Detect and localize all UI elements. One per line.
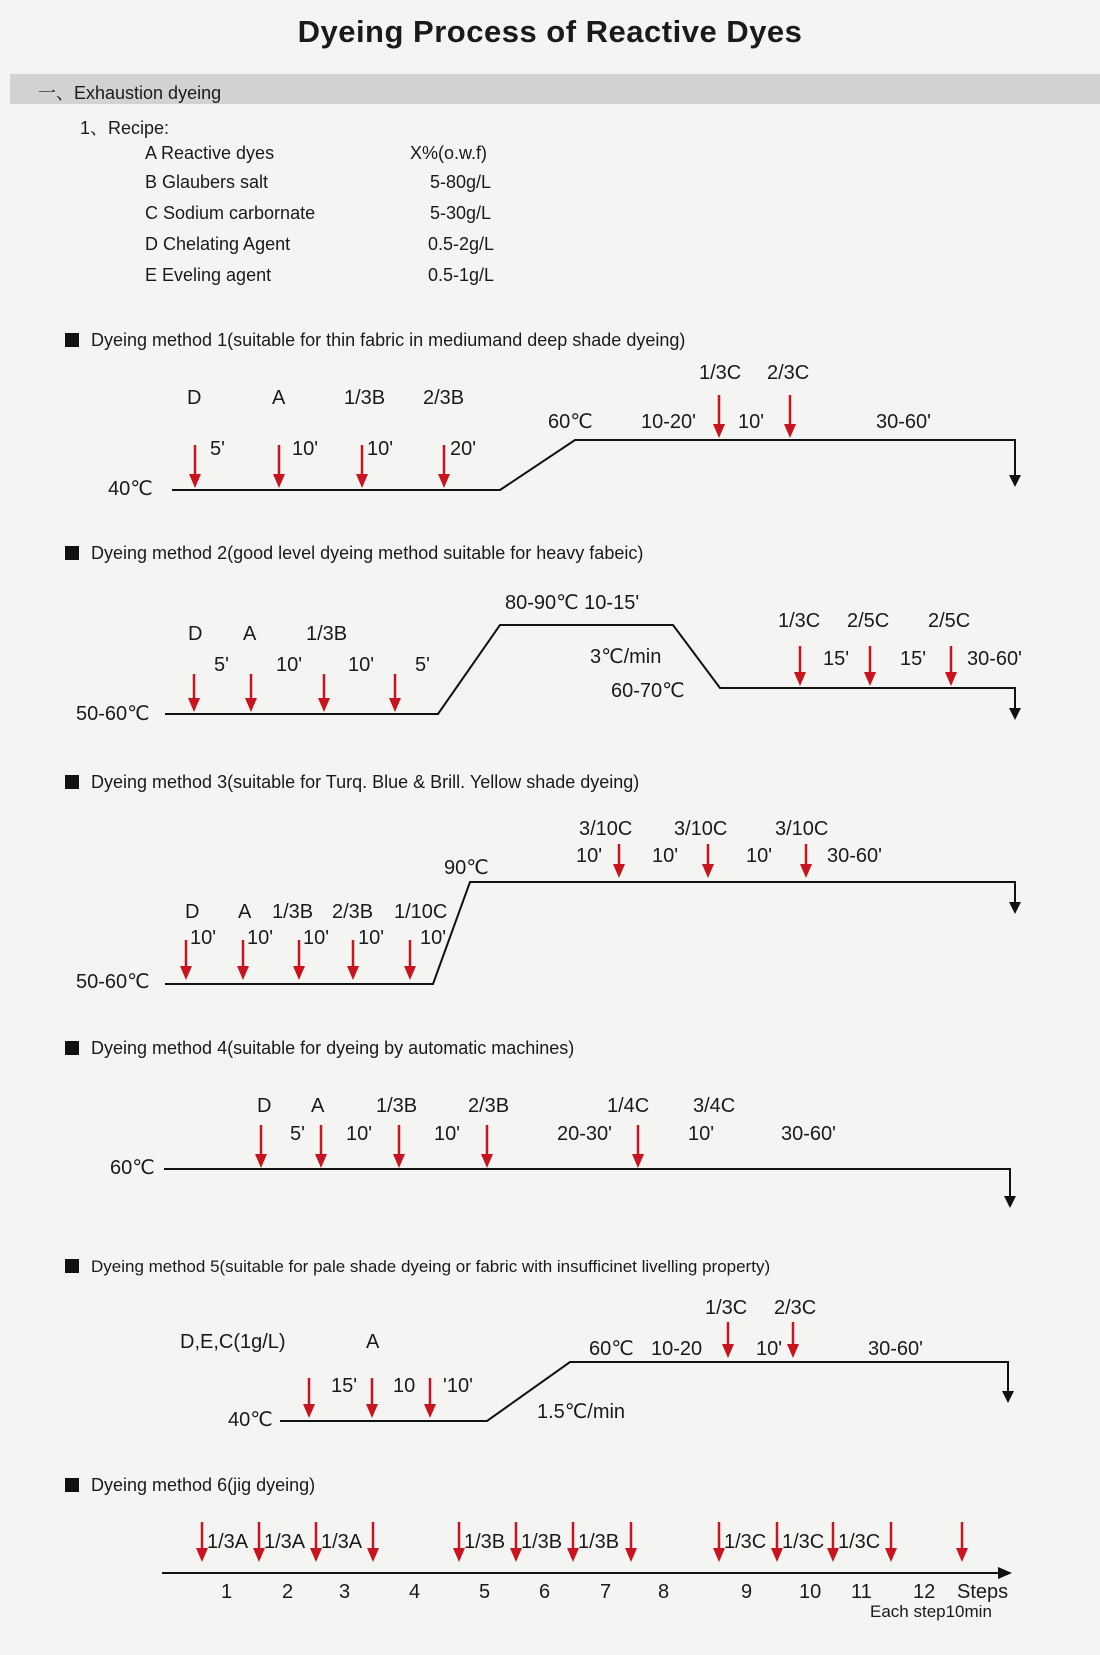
- interval-label: 10': [434, 1123, 461, 1145]
- page-title: Dyeing Process of Reactive Dyes: [297, 14, 803, 49]
- hold-temperature-label: 60℃: [589, 1338, 634, 1360]
- addition-label: 1/3B: [344, 387, 386, 409]
- interval-label: 10': [292, 438, 319, 460]
- segment-label: 1/3A: [207, 1531, 249, 1553]
- start-temperature-label: 50-60℃: [76, 971, 150, 993]
- final-time-label: 30-60': [781, 1123, 836, 1145]
- addition-label: A: [238, 901, 252, 923]
- interval-label: 10': [190, 927, 217, 949]
- interval-label: 5': [214, 654, 229, 676]
- segment-label: 1/3B: [578, 1531, 620, 1553]
- recipe-amount: 0.5-1g/L: [428, 265, 495, 285]
- method-4-title: Dyeing method 4(suitable for dyeing by automatic machines): [91, 1038, 575, 1058]
- final-time-label: 30-60': [827, 845, 882, 867]
- final-time-label: 30-60': [868, 1338, 923, 1360]
- addition-arrow: [885, 1522, 897, 1562]
- recipe-amount: 5-80g/L: [430, 172, 492, 192]
- addition-label: 2/3B: [468, 1095, 510, 1117]
- addition-label: 1/3B: [376, 1095, 418, 1117]
- interval-label: 10': [688, 1123, 715, 1145]
- interval-label: 10': [738, 411, 765, 433]
- interval-label: 20': [450, 438, 477, 460]
- recipe-amount: X%(o.w.f): [410, 143, 488, 163]
- segment-label: 1/3A: [264, 1531, 306, 1553]
- interval-label: 10': [746, 845, 773, 867]
- interval-label: 10': [367, 438, 394, 460]
- interval-label: 5': [210, 438, 225, 460]
- interval-label: 30-60': [967, 648, 1022, 670]
- interval-label: 10': [346, 1123, 373, 1145]
- addition-label: 2/3B: [332, 901, 374, 923]
- step-number: 8: [658, 1581, 670, 1603]
- hold-temperature-label: 90℃: [444, 857, 489, 879]
- addition-arrow: [367, 1522, 379, 1562]
- interval-label: 20-30': [557, 1123, 612, 1145]
- recipe-amount: 0.5-2g/L: [428, 234, 495, 254]
- segment-label: 1/3B: [464, 1531, 506, 1553]
- interval-label: 10': [420, 927, 447, 949]
- cool-rate-label: 3℃/min: [590, 646, 662, 668]
- interval-label: 10: [393, 1375, 416, 1397]
- addition-label: 1/3C: [705, 1297, 748, 1319]
- method-6-title: Dyeing method 6(jig dyeing): [91, 1475, 316, 1495]
- interval-label: 10': [576, 845, 603, 867]
- axis-arrowhead: [998, 1567, 1012, 1579]
- step-number: 1: [221, 1581, 233, 1603]
- addition-label: D: [185, 901, 200, 923]
- step-number: 4: [409, 1581, 421, 1603]
- peak-label: 80-90℃ 10-15': [505, 592, 640, 614]
- segment-label: 1/3A: [321, 1531, 363, 1553]
- rate-label: 1.5℃/min: [537, 1401, 626, 1423]
- addition-label: 1/4C: [607, 1095, 650, 1117]
- addition-label: 2/3C: [767, 362, 810, 384]
- addition-label: 1/3B: [306, 623, 348, 645]
- start-temperature-label: 40℃: [228, 1409, 273, 1431]
- recipe-name: D Chelating Agent: [145, 234, 291, 254]
- final-time-label: 30-60': [876, 411, 931, 433]
- step-number: 2: [282, 1581, 294, 1603]
- interval-label: '10': [443, 1375, 473, 1397]
- interval-label: 5': [290, 1123, 305, 1145]
- segment-label: 1/3C: [724, 1531, 767, 1553]
- method-5-title: Dyeing method 5(suitable for pale shade dyeing or fabric with insufficinet livelling property): [91, 1257, 771, 1276]
- segment-label: 1/3B: [521, 1531, 563, 1553]
- step-number: 9: [741, 1581, 753, 1603]
- cool-temperature-label: 60-70℃: [611, 680, 685, 702]
- addition-arrow: [956, 1522, 968, 1562]
- addition-label: 3/10C: [674, 818, 728, 840]
- addition-label: 2/3B: [423, 387, 465, 409]
- addition-label: 3/4C: [693, 1095, 736, 1117]
- addition-label: 1/3C: [778, 610, 821, 632]
- addition-label: A: [272, 387, 286, 409]
- interval-label: 10-20': [641, 411, 696, 433]
- hold-temperature-label: 60℃: [548, 411, 593, 433]
- addition-label: 3/10C: [775, 818, 829, 840]
- interval-label: 10': [303, 927, 330, 949]
- recipe-name: A Reactive dyes: [145, 143, 275, 163]
- addition-label: A: [243, 623, 257, 645]
- interval-label: 15': [823, 648, 850, 670]
- axis-label: Steps: [957, 1581, 1009, 1603]
- interval-label: 15': [331, 1375, 358, 1397]
- recipe-name: E Eveling agent: [145, 265, 272, 285]
- step-number: 11: [851, 1581, 872, 1603]
- interval-label: 10': [276, 654, 303, 676]
- recipe-name: C Sodium carbornate: [145, 203, 316, 223]
- step-number: 7: [600, 1581, 612, 1603]
- method-3-title: Dyeing method 3(suitable for Turq. Blue & Brill. Yellow shade dyeing): [91, 772, 640, 792]
- addition-label: 2/5C: [928, 610, 971, 632]
- interval-label: 5': [415, 654, 430, 676]
- segment-label: 1/3C: [782, 1531, 825, 1553]
- addition-arrow: [625, 1522, 637, 1562]
- addition-label: 1/3B: [272, 901, 314, 923]
- step-number: 10: [799, 1581, 822, 1603]
- interval-label: 10': [756, 1338, 783, 1360]
- step-number: 6: [539, 1581, 551, 1603]
- step-duration-note: Each step10min: [870, 1602, 992, 1621]
- recipe-amount: 5-30g/L: [430, 203, 492, 223]
- step-number: 5: [479, 1581, 491, 1603]
- start-temperature-label: 40℃: [108, 478, 153, 500]
- addition-label: 1/3C: [699, 362, 742, 384]
- addition-label: 1/10C: [394, 901, 448, 923]
- addition-label: A: [366, 1331, 380, 1353]
- start-temperature-label: 50-60℃: [76, 703, 150, 725]
- recipe-heading: 1、Recipe:: [80, 118, 170, 138]
- interval-label: 10': [247, 927, 274, 949]
- step-number: 3: [339, 1581, 351, 1603]
- addition-label: 3/10C: [579, 818, 633, 840]
- recipe-name: B Glaubers salt: [145, 172, 269, 192]
- addition-label: D: [187, 387, 202, 409]
- addition-label: 2/5C: [847, 610, 890, 632]
- interval-label: 10': [348, 654, 375, 676]
- interval-label: 10': [358, 927, 385, 949]
- section-title: 一、Exhaustion dyeing: [38, 83, 222, 103]
- step-number: 12: [913, 1581, 936, 1603]
- method-2-title: Dyeing method 2(good level dyeing method suitable for heavy fabeic): [91, 543, 644, 563]
- method-1-title: Dyeing method 1(suitable for thin fabric in mediumand deep shade dyeing): [91, 330, 686, 350]
- start-temperature-label: 60℃: [110, 1157, 155, 1179]
- interval-label: 10': [652, 845, 679, 867]
- interval-label: 15': [900, 648, 927, 670]
- segment-label: 1/3C: [838, 1531, 881, 1553]
- addition-label: 2/3C: [774, 1297, 817, 1319]
- interval-label: 10-20: [651, 1338, 703, 1360]
- first-addition-label: D,E,C(1g/L): [180, 1331, 286, 1353]
- addition-label: A: [311, 1095, 325, 1117]
- addition-label: D: [257, 1095, 272, 1117]
- addition-label: D: [188, 623, 203, 645]
